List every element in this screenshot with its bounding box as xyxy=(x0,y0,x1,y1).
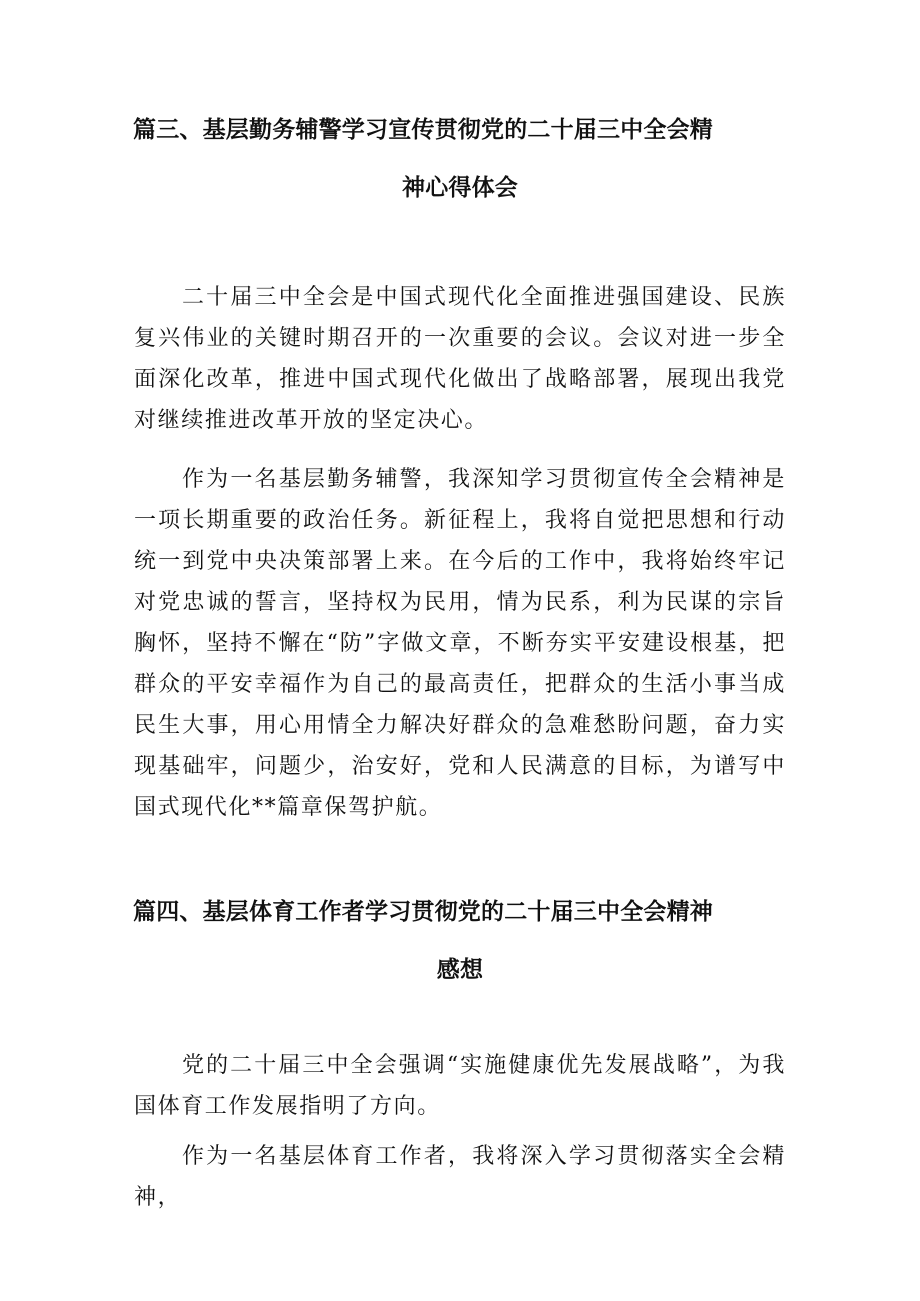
section-3-title-line-1: 篇三、基层勤务辅警学习宣传贯彻党的二十届三中全会精 xyxy=(133,117,713,143)
section-4-title-line-1: 篇四、基层体育工作者学习贯彻党的二十届三中全会精神 xyxy=(133,899,713,925)
section-4-paragraph-2: 作为一名基层体育工作者，我将深入学习贯彻落实全会精神， xyxy=(134,1144,786,1210)
section-4-paragraph-1: 党的二十届三中全会强调“实施健康优先发展战略”，为我国体育工作发展指明了方向。 xyxy=(134,1053,786,1119)
section-3-paragraph-2: 作为一名基层勤务辅警，我深知学习贯彻宣传全会精神是一项长期重要的政治任务。新征程上，我将自觉把思想和行动统一到党中央决策部署上来。在今后的工作中，我将始终牢记对党忠诚的誓言，坚持权为民用，情为民系，利为民谋的宗旨胸怀，坚持不懈在“防”字做文章，不断夯实平安建设根基，把群众的平安幸福作为自己的最高责任，把群众的生活小事当成民生大事，用心用情全力解决好群众的急难愁盼问题，奋力实现基础牢，问题少，治安好，党和人民满意的目标，为谱写中国式现代化**篇章保驾护航。 xyxy=(134,467,786,820)
section-4-title-line-2: 感想 xyxy=(436,957,484,983)
section-3-title xyxy=(0,116,920,202)
section-3-paragraph-1: 二十届三中全会是中国式现代化全面推进强国建设、民族复兴伟业的关键时期召开的一次重要的会议。会议对进一步全面深化改革，推进中国式现代化做出了战略部署，展现出我党对继续推进改革开放的坚定决心。 xyxy=(134,285,786,433)
section-4-title xyxy=(0,898,920,984)
section-3-title-line-2: 神心得体会 xyxy=(402,175,518,201)
